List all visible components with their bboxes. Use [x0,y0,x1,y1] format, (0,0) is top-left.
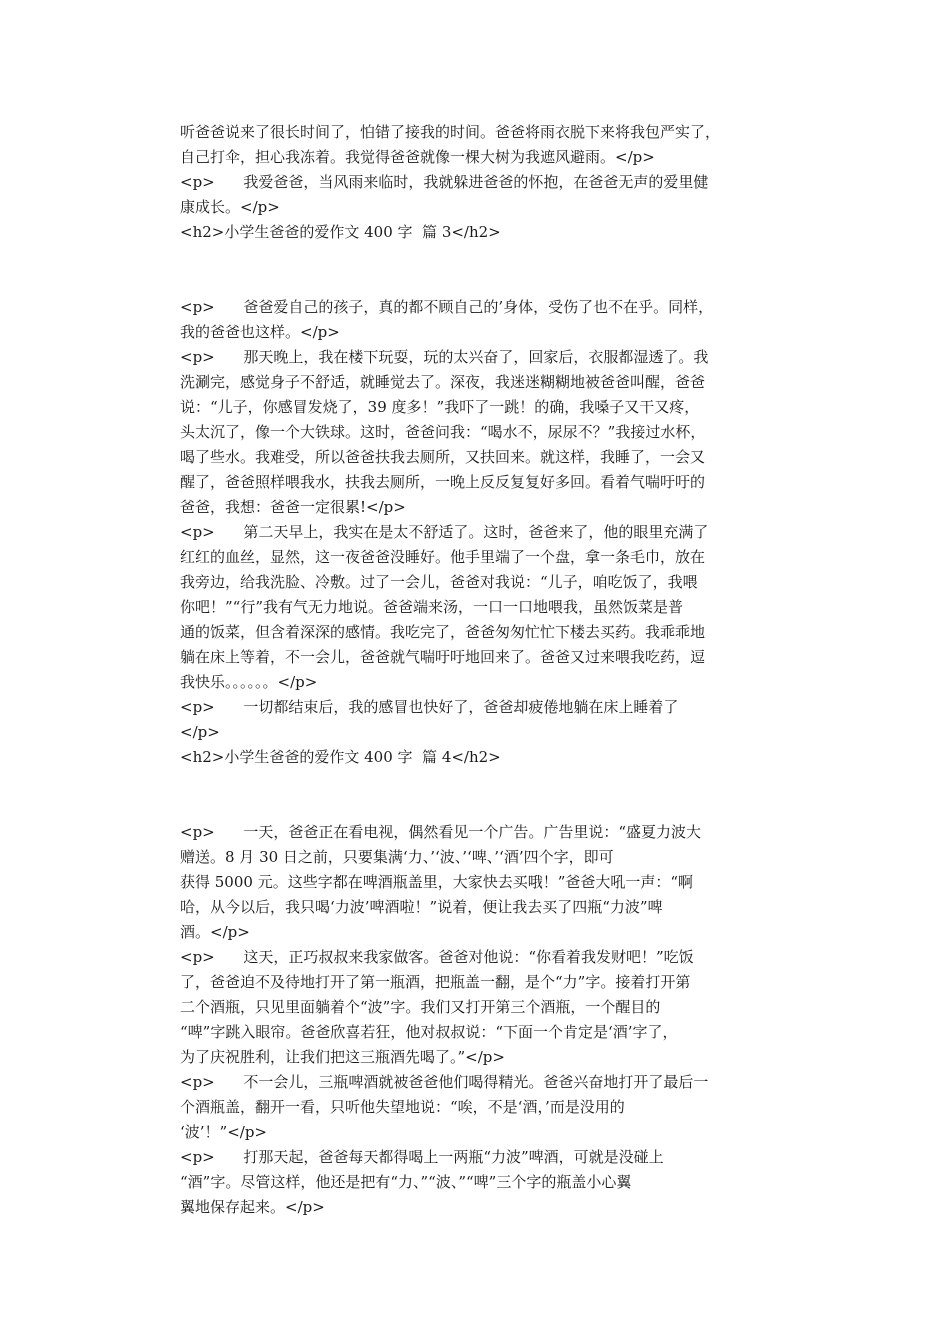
text-line: <p> 爸爸爱自己的孩子，真的都不顾自己的’身体，受伤了也不在乎。同样， [180,298,714,316]
document-page [180,120,780,1220]
text-line: 赠送。8 月 30 日之前，只要集满‘力、’‘波、’‘啤、’‘酒’四个字，即可 [180,848,614,866]
spacer [180,770,780,820]
text-line: <p> 不一会儿，三瓶啤酒就被爸爸他们喝得精光。爸爸兴奋地打开了最后一 [180,1073,709,1091]
text-line: 康成长。</p> [180,198,280,216]
text-line: 个酒瓶盖，翻开一看，只听他失望地说：“唉，不是‘酒，’而是没用的 [180,1098,625,1116]
text-line: 躺在床上等着，不一会儿，爸爸就气喘吁吁地回来了。爸爸又过来喂我吃药，逗 [180,648,706,666]
text-line: </p> [180,723,220,741]
text-line: 红红的血丝，显然，这一夜爸爸没睡好。他手里端了一个盘，拿一条毛巾，放在 [180,548,706,566]
section-heading: <h2>小学生爸爸的爱作文 400 字 篇 4</h2> [180,748,501,766]
text-line: <p> 第二天早上，我实在是太不舒适了。这时，爸爸来了，他的眼里充满了 [180,523,709,541]
text-line: 醒了，爸爸照样喂我水，扶我去厕所，一晚上反反复复好多回。看着气喘吁吁的 [180,473,706,491]
text-line: 说：“儿子，你感冒发烧了，39 度多！”我吓了一跳！的确，我嗓子又干又疼， [180,398,700,416]
text-line: <p> 一切都结束后，我的感冒也快好了，爸爸却疲倦地躺在床上睡着了 [180,698,679,716]
text-line: 自己打伞，担心我冻着。我觉得爸爸就像一棵大树为我遮风避雨。</p> [180,148,655,166]
text-line: 我的爸爸也这样。</p> [180,323,340,341]
text-line: “酒”字。尽管这样，他还是把有“力、”“波、”“啤”三个字的瓶盖小心翼 [180,1173,632,1191]
text-line: 酒。</p> [180,923,250,941]
text-line: 你吧！”“行”我有气无力地说。爸爸端来汤，一口一口地喂我，虽然饭菜是普 [180,598,684,616]
text-line: 通的饭菜，但含着深深的感情。我吃完了，爸爸匆匆忙忙下楼去买药。我乖乖地 [180,623,706,641]
text-line: 二个酒瓶，只见里面躺着个“波”字。我们又打开第三个酒瓶，一个醒目的 [180,998,661,1016]
text-line: <p> 一天，爸爸正在看电视，偶然看见一个广告。广告里说：“盛夏力波大 [180,823,702,841]
text-line: 头太沉了，像一个大铁球。这时，爸爸问我：“喝水不，尿尿不？”我接过水杯， [180,423,706,441]
text-line: <p> 打那天起，爸爸每天都得喝上一两瓶“力波”啤酒，可就是没碰上 [180,1148,664,1166]
text-line: 了，爸爸迫不及待地打开了第一瓶酒，把瓶盖一翻，是个“力”字。接着打开第 [180,973,691,991]
text-line: 我旁边，给我洗脸、冷敷。过了一会儿，爸爸对我说：“儿子，咱吃饭了，我喂 [180,573,698,591]
text-line: <p> 那天晚上，我在楼下玩耍，玩的太兴奋了，回家后，衣服都湿透了。我 [180,348,709,366]
text-line: ‘波’！”</p> [180,1123,267,1141]
section-4 [180,820,780,1220]
section-3 [180,295,780,745]
spacer [180,245,780,295]
text-line: 获得 5000 元。这些字都在啤酒瓶盖里，大家快去买哦！”爸爸大吼一声：“啊 [180,873,694,891]
text-line: 喝了些水。我难受，所以爸爸扶我去厕所，又扶回来。就这样，我睡了，一会又 [180,448,706,466]
section-2-tail [180,120,780,220]
text-line: 洗涮完，感觉身子不舒适，就睡觉去了。深夜，我迷迷糊糊地被爸爸叫醒，爸爸 [180,373,706,391]
text-line: 翼地保存起来。</p> [180,1198,325,1216]
text-line: 听爸爸说来了很长时间了，怕错了接我的时间。爸爸将雨衣脱下来将我包严实了， [180,123,721,141]
text-line: “啤”字跳入眼帘。爸爸欣喜若狂，他对叔叔说：“下面一个肯定是‘酒’字了， [180,1023,678,1041]
text-line: <p> 我爱爸爸，当风雨来临时，我就躲进爸爸的怀抱，在爸爸无声的爱里健 [180,173,709,191]
section-heading: <h2>小学生爸爸的爱作文 400 字 篇 3</h2> [180,223,501,241]
text-line: <p> 这天，正巧叔叔来我家做客。爸爸对他说：“你看着我发财吧！”吃饭 [180,948,694,966]
text-line: 我快乐。。。。。。</p> [180,673,318,691]
text-line: 爸爸，我想：爸爸一定很累!</p> [180,498,406,516]
text-line: 为了庆祝胜利，让我们把这三瓶酒先喝了。”</p> [180,1048,505,1066]
text-line: 哈，从今以后，我只喝‘力波’啤酒啦！”说着，便让我去买了四瓶“力波”啤 [180,898,663,916]
